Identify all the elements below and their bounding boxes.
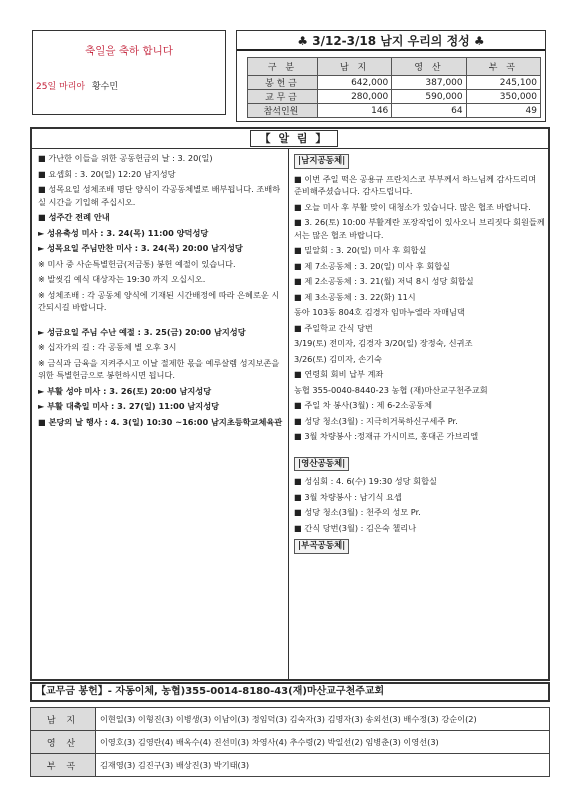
cell-value: 642,000 xyxy=(317,76,391,90)
notice-item: ※ 발씻김 예식 대상자는 19:30 까지 오십시오. xyxy=(38,274,206,284)
notice-item: ■ 제 2소공동체 : 3. 21(월) 저녁 8시 성당 회합실 xyxy=(294,276,474,286)
feast-day-person: 황수민 xyxy=(91,82,119,92)
table-row xyxy=(31,754,550,777)
group-name: 영 산 xyxy=(31,731,96,754)
notice-item: ■ 주일 차 봉사(3월) : 제 6-2소공동체 xyxy=(294,400,433,410)
notice-item: 동아 103동 804호 김경자 임마누엘라 자매님댁 xyxy=(294,307,465,317)
offering-header: 구 분 xyxy=(248,58,318,76)
notice-item: ► 부활 대축일 미사 : 3. 27(일) 11:00 남지성당 xyxy=(38,401,220,411)
offering-header: 영 산 xyxy=(392,58,466,76)
group-members: 김재영(3) 김진구(3) 배상진(3) 박기태(3) xyxy=(96,754,550,777)
cell-value: 49 xyxy=(466,104,540,118)
notice-right-column xyxy=(294,152,546,558)
notice-item: ■ 가난한 이들을 위한 공동헌금의 날 : 3. 20(일) xyxy=(38,153,213,163)
group-members: 이영호(3) 김영란(4) 배옥수(4) 진선미(3) 차영사(4) 추수령(2) 박일선(2) 임병춘(3) 이영선(3) xyxy=(96,731,550,754)
notice-item: ■ 제 3소공동체 : 3. 22(화) 11시 xyxy=(294,291,416,302)
row-label: 봉 헌 금 xyxy=(248,76,318,90)
feast-day-title: 축일을 축하 합니다 xyxy=(85,45,173,57)
table-row xyxy=(248,104,541,118)
cell-value: 280,000 xyxy=(317,90,391,104)
notice-item: ■ 성목요일 성체조배 명단 양식이 각공동체별로 배부됩니다. 조배하실 시간을 기입해 주십시오. xyxy=(38,184,281,207)
notice-item: ■ 밀알회 : 3. 20(일) 미사 후 회합실 xyxy=(294,245,427,255)
notice-item: ■ 본당의 날 행사 : 4. 3(일) 10:30 ~16:00 남지초등학교체육관 xyxy=(38,416,283,427)
column-divider xyxy=(288,148,289,680)
notice-item: ※ 금식과 금육을 지켜주시고 이날 절제한 몫을 예루살렘 성지보존을 위한 특별헌금으로 봉헌하시면 됩니다. xyxy=(38,357,280,380)
notice-item: 3/26(토) 김미자, 손기숙 xyxy=(294,353,382,364)
notice-item: ※ 미사 중 사순특별헌금(저금통) 봉헌 예절이 있습니다. xyxy=(38,258,236,269)
offering-box xyxy=(236,30,546,122)
notice-item: ※ 십자가의 길 : 각 공동체 별 오후 3시 xyxy=(38,342,177,352)
notice-item: ■ 성당 청소(3월) : 천주의 성모 Pr. xyxy=(294,507,421,517)
cell-value: 146 xyxy=(317,104,391,118)
notice-item: ■ 성당 청소(3월) : 지극히거룩하신구세주 Pr. xyxy=(294,415,458,426)
group-members: 이현일(3) 이형진(3) 이병생(3) 이남이(3) 정임덕(3) 김숙자(3) 김명자(3) 송외선(3) 배수정(3) 강순이(2) xyxy=(96,708,550,731)
notice-item: ■ 3월 차량봉사 : 남기식 요셉 xyxy=(294,491,402,502)
notice-item: ► 성목요일 주님만찬 미사 : 3. 24(목) 20:00 남지성당 xyxy=(38,243,243,253)
general-fund-bar: 【교무금 봉헌】- 자동이체, 농협)355-0014-8180-43(재)마산교구천주교회 xyxy=(30,682,550,702)
notice-heading: 【 알 림 】 xyxy=(250,130,338,147)
notice-item: ■ 3. 26(토) 10:00 부활계란 포장작업이 있사오니 브리짓다 회원들께서는 많은 협조 바랍니다. xyxy=(294,217,545,240)
notice-item: ■ 주일학교 간식 당번 xyxy=(294,322,373,333)
notice-item: ■ 간식 당번(3월) : 김은숙 첼리나 xyxy=(294,522,417,533)
table-row xyxy=(248,76,541,90)
offering-header: 남 지 xyxy=(317,58,391,76)
bugok-community-heading: |부곡공동체| xyxy=(294,539,349,554)
notice-item: ※ 성체조배 : 각 공동체 양식에 기재된 시간배정에 따라 은혜로운 시간되시길 바랍니다. xyxy=(38,289,280,312)
notice-item: ■ 연령회 회비 납부 계좌 xyxy=(294,369,384,379)
feast-day-box xyxy=(32,30,226,115)
cell-value: 245,100 xyxy=(466,76,540,90)
yeongsan-community-heading: |영산공동체| xyxy=(294,457,349,472)
notice-item: ► 부활 성야 미사 : 3. 26(토) 20:00 남지성당 xyxy=(38,385,212,396)
notice-item: 농협 355-0040-8440-23 농협 (재)마산교구천주교회 xyxy=(294,384,488,395)
notice-box xyxy=(30,127,550,681)
table-row xyxy=(31,708,550,731)
feast-day-date-name: 25일 마리아 xyxy=(36,82,86,92)
notice-item: ■ 요셉회 : 3. 20(일) 12:20 남지성당 xyxy=(38,168,176,179)
notice-item: ■ 이번 주일 떡은 공용규 프란치스코 부부께서 하느님께 감사드리며 준비해주셨습니다. 감사드립니다. xyxy=(294,173,537,196)
group-members-table xyxy=(30,707,550,777)
offering-title: ♣ 3/12-3/18 남지 우리의 정성 ♣ xyxy=(237,31,545,51)
offering-header: 부 곡 xyxy=(466,58,540,76)
notice-item: ■ 제 7소공동체 : 3. 20(일) 미사 후 회합실 xyxy=(294,260,451,271)
group-name: 부 곡 xyxy=(31,754,96,777)
table-row xyxy=(248,90,541,104)
notice-item: ■ 3월 차량봉사 :정재규 가시미르, 홍대곤 가브리엘 xyxy=(294,431,479,441)
cell-value: 590,000 xyxy=(392,90,466,104)
notice-item: ► 성금요일 주님 수난 예절 : 3. 25(금) 20:00 남지성당 xyxy=(38,326,246,337)
namji-community-heading: |남지공동체| xyxy=(294,154,349,169)
group-name: 남 지 xyxy=(31,708,96,731)
notice-item: ■ 오늘 미사 후 부활 맞이 대청소가 있습니다. 많은 협조 바랍니다. xyxy=(294,201,531,212)
cell-value: 64 xyxy=(392,104,466,118)
row-label: 교 무 금 xyxy=(248,90,318,104)
cell-value: 350,000 xyxy=(466,90,540,104)
feast-day-entry xyxy=(36,79,118,92)
notice-left-column xyxy=(38,152,284,431)
row-label: 참석인원 xyxy=(248,104,318,118)
notice-item: ■ 성주간 전례 안내 xyxy=(38,212,110,222)
notice-item: ■ 성심회 : 4. 6(수) 19:30 성당 회합실 xyxy=(294,476,437,486)
offering-table xyxy=(247,57,541,118)
table-row xyxy=(31,731,550,754)
notice-item: ► 성유축성 미사 : 3. 24(목) 11:00 양덕성당 xyxy=(38,227,209,238)
cell-value: 387,000 xyxy=(392,76,466,90)
notice-item: 3/19(토) 전미자, 김경자 3/20(일) 장정숙, 신귀조 xyxy=(294,338,473,348)
notice-divider-line xyxy=(32,148,548,149)
